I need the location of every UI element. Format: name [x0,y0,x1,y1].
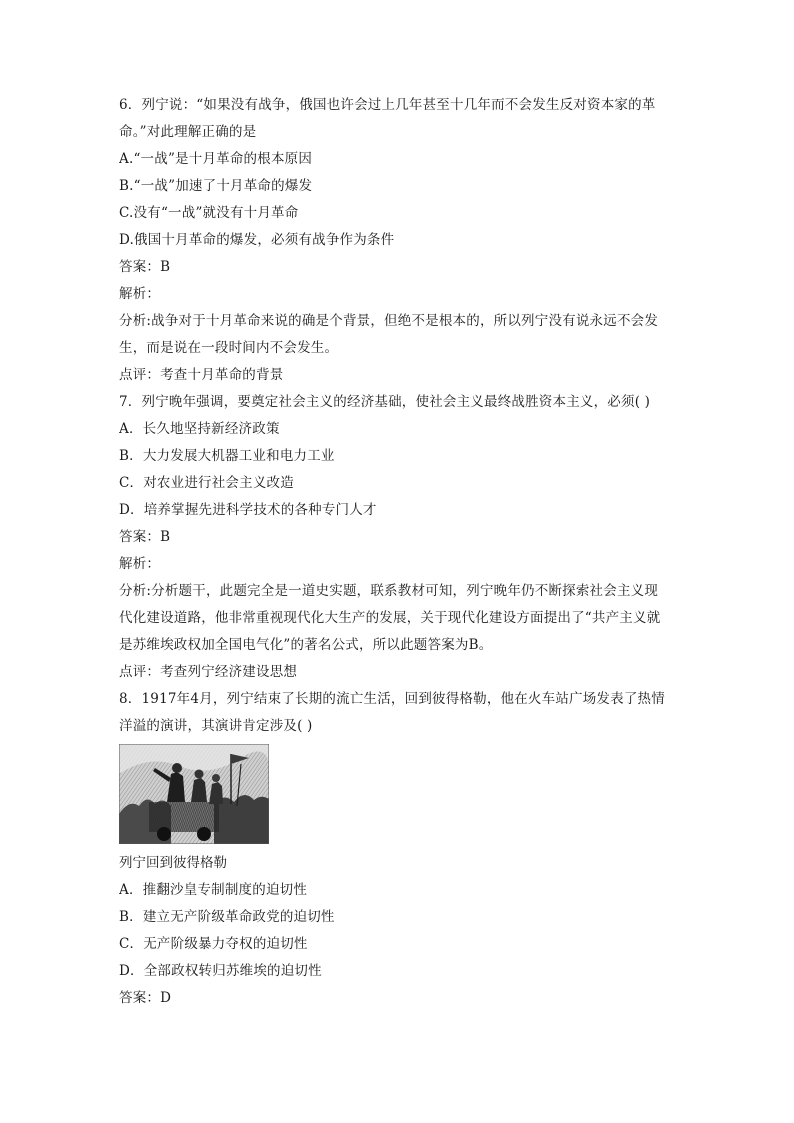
q6-option-c: C.没有“一战”就没有十月革命 [119,205,299,221]
q7-comment: 点评：考查列宁经济建设思想 [119,664,298,680]
q6-stem-line1: 6．列宁说：“如果没有战争，俄国也许会过上几年甚至十几年而不会发生反对资本家的革 [119,97,656,113]
q8-answer: 答案：D [119,990,172,1006]
q6-analysis-line2: 生，而是说在一段时间内不会发生。 [119,340,339,356]
q6-stem-line2: 命。”对此理解正确的是 [119,124,257,140]
q7-analysis-line2: 代化建设道路，他非常重视现代化大生产的发展，关于现代化建设方面提出了“共产主义就 [119,610,661,626]
q6-option-d: D.俄国十月革命的爆发，必须有战争作为条件 [119,232,395,248]
q6-analysis-line1: 分析:战争对于十月革命来说的确是个背景，但绝不是根本的，所以列宁没有说永远不会发 [119,313,659,329]
document-page [119,92,679,1012]
q8-option-a: A．推翻沙皇专制制度的迫切性 [119,882,308,898]
q6-answer: 答案：B [119,259,171,275]
image-caption: 列宁回到彼得格勒 [119,855,227,871]
q7-option-a: A．长久地坚持新经济政策 [119,421,280,437]
q6-option-a: A.“一战”是十月革命的根本原因 [119,151,313,167]
q8-option-b: B．建立无产阶级革命政党的迫切性 [119,909,335,925]
q8-option-d: D．全部政权转归苏维埃的迫切性 [119,963,322,979]
q8-stem-line2: 洋溢的演讲，其演讲肯定涉及( ) [119,718,313,734]
q7-option-d: D．培养掌握先进科学技术的各种专门人才 [119,502,377,518]
q7-option-c: C．对农业进行社会主义改造 [119,475,294,491]
q8-option-c: C．无产阶级暴力夺权的迫切性 [119,936,308,952]
q6-comment: 点评：考查十月革命的背景 [119,367,284,383]
q7-analysis-line3: 是苏维埃政权加全国电气化”的著名公式，所以此题答案为B。 [119,637,493,653]
lenin-engraving-image [119,744,269,844]
q8-stem-line1: 8．1917年4月，列宁结束了长期的流亡生活，回到彼得格勒，他在火车站广场发表了热情 [119,691,665,707]
q7-option-b: B．大力发展大机器工业和电力工业 [119,448,335,464]
q7-jiexi-label: 解析： [119,556,161,572]
q6-jiexi-label: 解析： [119,286,161,302]
q7-analysis-line1: 分析:分析题干，此题完全是一道史实题，联系教材可知，列宁晚年仍不断探索社会主义现 [119,583,659,599]
q6-option-b: B.“一战”加速了十月革命的爆发 [119,178,313,194]
q7-stem-line1: 7．列宁晚年强调，要奠定社会主义的经济基础，使社会主义最终战胜资本主义，必须( ) [119,394,651,410]
q7-answer: 答案：B [119,529,171,545]
